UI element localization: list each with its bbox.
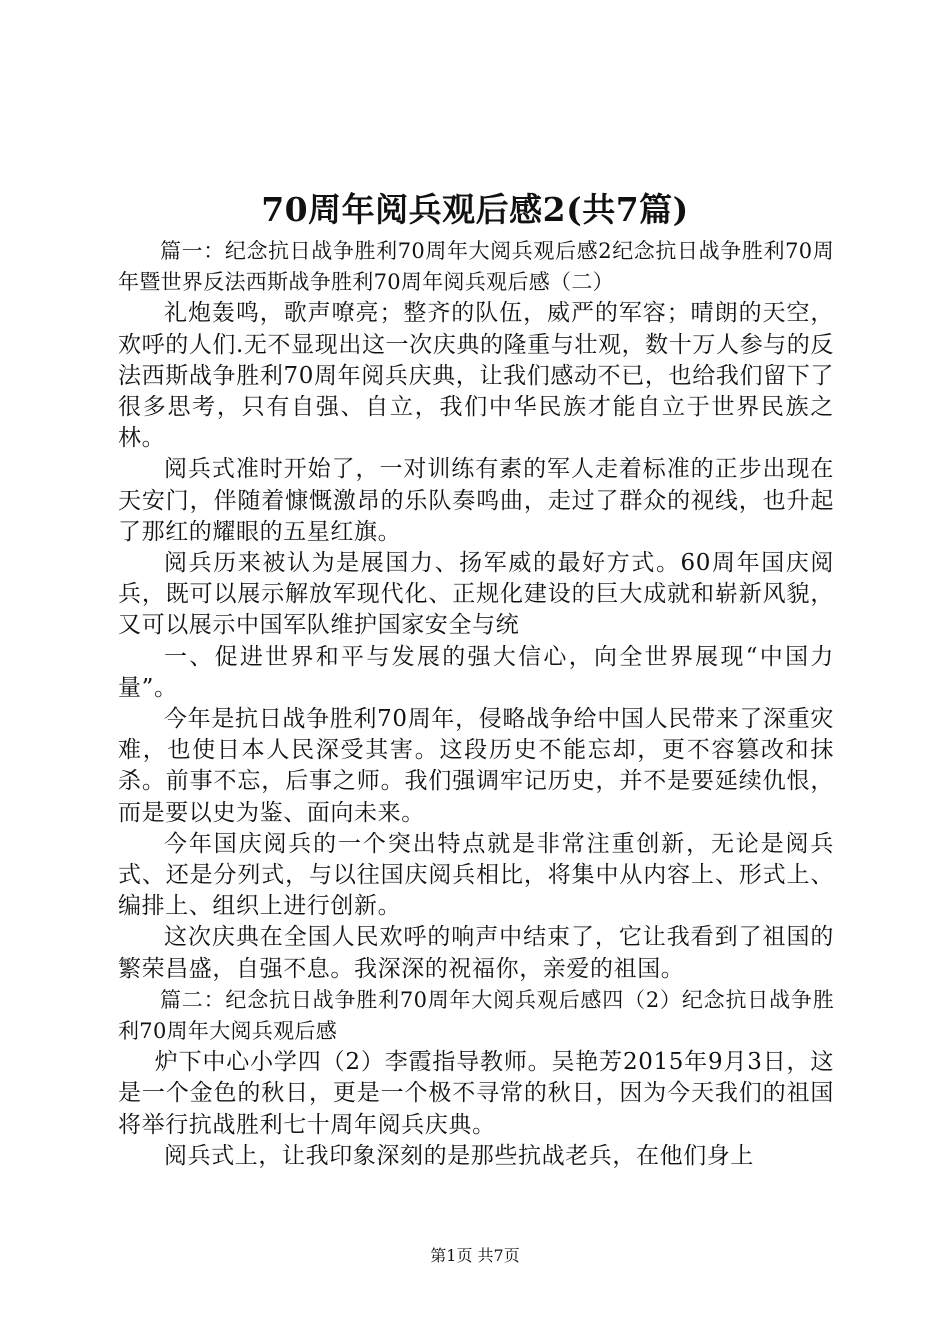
paragraph: 今年国庆阅兵的一个突出特点就是非常注重创新，无论是阅兵式、还是分列式，与以往国庆阅兵相比，将集中从内容上、形式上、编排上、组织上进行创新。 [118, 830, 834, 920]
document-body [118, 236, 834, 1172]
page-number-footer: 第1页 共7页 [430, 1246, 520, 1265]
paragraph: 今年是抗日战争胜利70周年，侵略战争给中国人民带来了深重灾难，也使日本人民深受其害。这段历史不能忘却，更不容篡改和抹杀。前事不忘，后事之师。我们强调牢记历史，并不是要延续仇恨，而是要以史为鉴、面向未来。 [118, 706, 834, 826]
paragraph: 炉下中心小学四（2）李霞指导教师。吴艳芳2015年9月3日，这是一个金色的秋日，更是一个极不寻常的秋日，因为今天我们的祖国将举行抗战胜利七十周年阅兵庆典。 [118, 1049, 834, 1138]
section-heading-2: 篇二：纪念抗日战争胜利70周年大阅兵观后感四（2）纪念抗日战争胜利70周年大阅兵观后感 [118, 987, 834, 1044]
paragraph: 礼炮轰鸣，歌声嘹亮；整齐的队伍，威严的军容；晴朗的天空，欢呼的人们.无不显现出这一次庆典的隆重与壮观，数十万人参与的反法西斯战争胜利70周年阅兵庆典，让我们感动不已，也给我们留下了很多思考，只有自强、自立，我们中华民族才能自立于世界民族之林。 [118, 300, 834, 452]
paragraph: 阅兵历来被认为是展国力、扬军威的最好方式。60周年国庆阅兵，既可以展示解放军现代化、正规化建设的巨大成就和崭新风貌，又可以展示中国军队维护国家安全与统 [118, 550, 834, 639]
paragraph: 这次庆典在全国人民欢呼的响声中结束了，它让我看到了祖国的繁荣昌盛，自强不息。我深深的祝福你，亲爱的祖国。 [118, 924, 834, 982]
paragraph: 阅兵式上，让我印象深刻的是那些抗战老兵，在他们身上 [164, 1142, 754, 1169]
paragraph: 阅兵式准时开始了，一对训练有素的军人走着标准的正步出现在天安门，伴随着慷慨激昂的乐队奏鸣曲，走过了群众的视线，也升起了那红的耀眼的五星红旗。 [118, 456, 834, 545]
section-heading-1: 篇一：纪念抗日战争胜利70周年大阅兵观后感2纪念抗日战争胜利70周年暨世界反法西斯战争胜利70周年阅兵观后感（二） [118, 239, 834, 295]
paragraph: 一、促进世界和平与发展的强大信心，向全世界展现“中国力量”。 [118, 643, 834, 701]
document-title: 70周年阅兵观后感2(共7篇) [261, 190, 689, 229]
